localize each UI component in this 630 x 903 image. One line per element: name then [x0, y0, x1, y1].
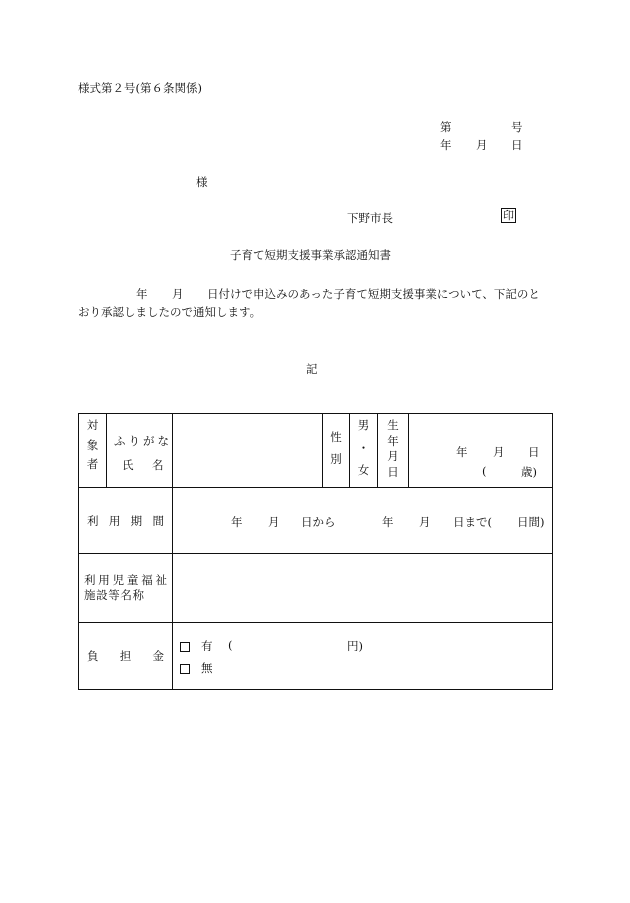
issuer-name: 下野市長 — [347, 211, 393, 225]
period-year1: 年 — [231, 515, 243, 529]
issue-date-year: 年 — [440, 138, 452, 152]
name-label-char2: 名 — [152, 458, 164, 472]
body-line2: おり承認しましたので通知します。 — [78, 305, 262, 319]
period-days: 日間) — [517, 515, 545, 529]
burden-yes-open: ( — [228, 638, 233, 652]
facility-label-line1: 利 用 児 童 福 祉 — [84, 573, 167, 587]
burden-no-label: 無 — [201, 661, 213, 675]
burden-yes-checkbox[interactable] — [180, 639, 190, 653]
addressee-suffix: 様 — [196, 175, 208, 189]
period-month1: 月 — [268, 515, 280, 529]
burden-label-cell — [79, 623, 173, 690]
birth-value-cell[interactable] — [409, 414, 553, 488]
sex-option-cell[interactable] — [350, 414, 378, 488]
burden-row — [79, 623, 553, 690]
facility-input-cell[interactable] — [173, 554, 553, 623]
facility-row — [79, 554, 553, 623]
name-label-char1: 氏 — [122, 458, 134, 472]
period-row — [79, 488, 553, 554]
burden-yes-label: 有 — [201, 639, 213, 653]
period-year2: 年 — [382, 515, 394, 529]
birth-month: 月 — [493, 445, 505, 459]
issue-date-day: 日 — [511, 138, 523, 152]
birth-label-cell — [378, 414, 409, 488]
form-number: 様式第２号(第６条関係) — [78, 81, 202, 95]
birth-year: 年 — [456, 445, 468, 459]
period-month2: 月 — [419, 515, 431, 529]
furigana-label: ふりがな — [114, 434, 172, 448]
name-label-cell — [107, 414, 173, 488]
issue-number-suffix: 号 — [511, 120, 523, 134]
sex-label: 性 別 — [330, 430, 342, 466]
period-label-cell — [79, 488, 173, 554]
age-open: ( — [482, 464, 487, 478]
sex-female: 女 — [357, 463, 370, 477]
birth-label: 生 年 月 日 — [387, 418, 399, 479]
burden-no-checkbox[interactable] — [180, 661, 190, 675]
issue-date-month: 月 — [476, 138, 488, 152]
body-month: 月 — [172, 287, 184, 301]
period-until: 日まで( — [453, 515, 492, 529]
burden-value-cell — [173, 623, 553, 690]
facility-label-cell — [79, 554, 173, 623]
birth-day: 日 — [528, 445, 540, 459]
application-table — [78, 413, 553, 690]
burden-yes-close: 円) — [347, 639, 363, 653]
facility-label-line2: 施 設 等 名 称 — [84, 588, 144, 602]
burden-label: 負 担 金 — [87, 649, 164, 663]
body-line1: 日付けで申込みのあった子育て短期支援事業について、下記のと — [207, 287, 540, 301]
name-input-cell[interactable] — [173, 414, 323, 488]
seal-text: 印 — [503, 209, 514, 222]
period-value-cell[interactable] — [173, 488, 553, 554]
subject-label: 対 象 者 — [86, 418, 99, 471]
issue-number-prefix: 第 — [440, 120, 452, 134]
body-year: 年 — [136, 287, 148, 301]
document-title: 子育て短期支援事業承認通知書 — [230, 248, 391, 262]
sex-separator: ・ — [357, 440, 370, 455]
seal-mark — [501, 208, 516, 223]
sex-male: 男 — [357, 418, 370, 432]
subject-row — [79, 414, 553, 488]
age-close: 歳) — [521, 465, 537, 479]
sex-label-cell — [323, 414, 350, 488]
sex-options — [350, 420, 377, 477]
period-label: 利 用 期 間 — [87, 513, 164, 528]
subject-label-cell — [79, 414, 107, 488]
period-from: 日から — [301, 515, 336, 529]
ki-heading: 記 — [306, 362, 318, 376]
